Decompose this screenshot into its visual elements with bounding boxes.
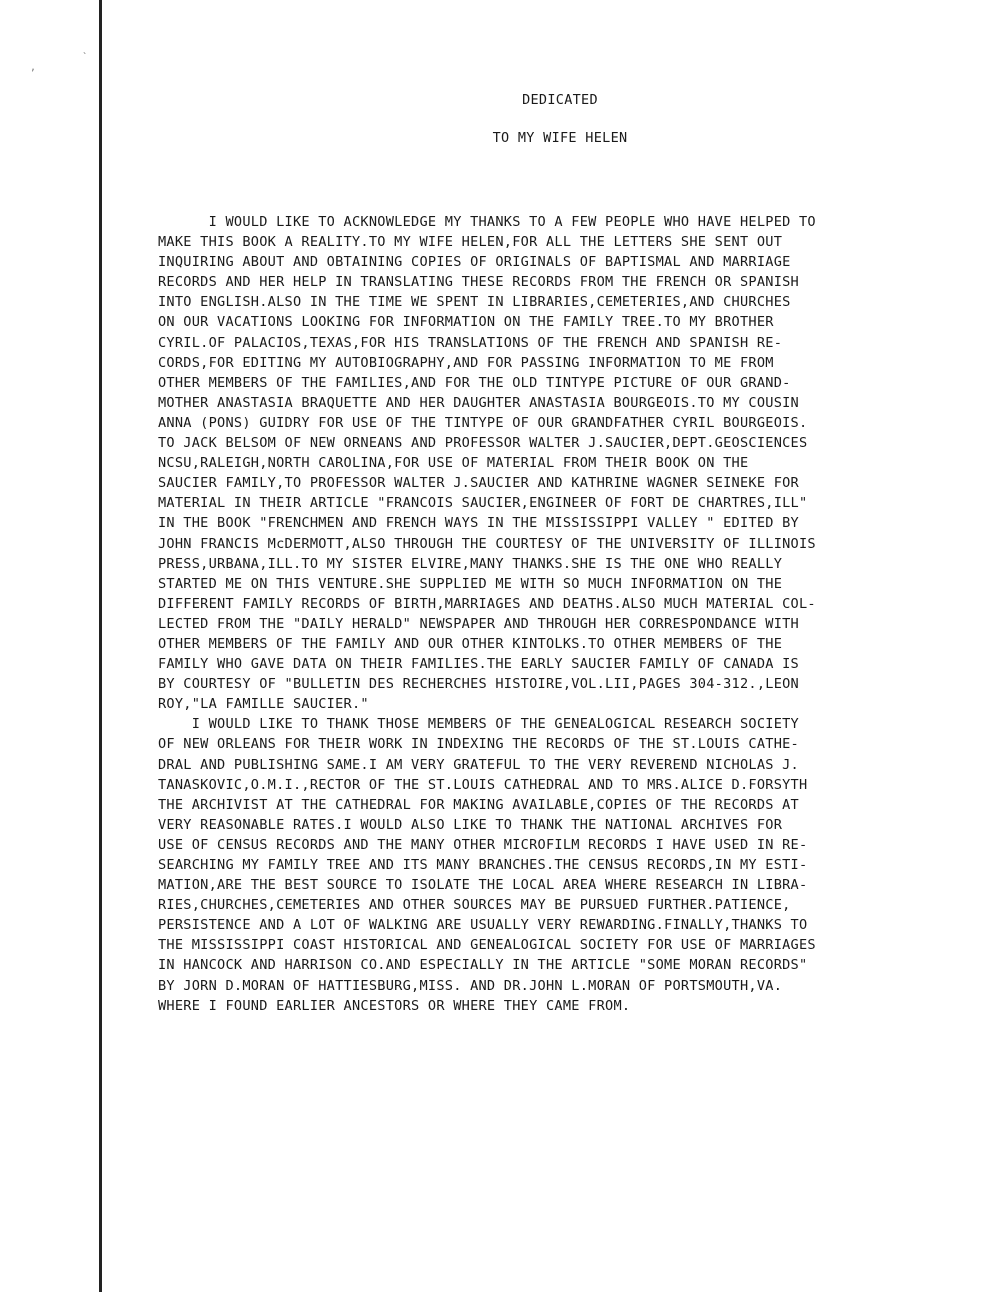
text-line: IN HANCOCK AND HARRISON CO.AND ESPECIALLY IN THE ARTICLE "SOME MORAN RECORDS" xyxy=(158,957,808,974)
text-line: THE MISSISSIPPI COAST HISTORICAL AND GENEALOGICAL SOCIETY FOR USE OF MARRIAGES xyxy=(158,937,816,954)
dedication-title: DEDICATED xyxy=(522,92,598,108)
text-line: WHERE I FOUND EARLIER ANCESTORS OR WHERE THEY CAME FROM. xyxy=(158,997,631,1014)
text-line: LECTED FROM THE "DAILY HERALD" NEWSPAPER AND THROUGH HER CORRESPONDANCE WITH xyxy=(158,615,799,632)
text-line: BY JORN D.MORAN OF HATTIESBURG,MISS. AND DR.JOHN L.MORAN OF PORTSMOUTH,VA. xyxy=(158,977,783,994)
text-line: STARTED ME ON THIS VENTURE.SHE SUPPLIED ME WITH SO MUCH INFORMATION ON THE xyxy=(158,575,783,592)
text-line: BY COURTESY OF "BULLETIN DES RECHERCHES HISTOIRE,VOL.LII,PAGES 304-312.,LEON xyxy=(158,676,799,693)
text-line: THE ARCHIVIST AT THE CATHEDRAL FOR MAKING AVAILABLE,COPIES OF THE RECORDS AT xyxy=(158,796,799,813)
text-line: DIFFERENT FAMILY RECORDS OF BIRTH,MARRIAGES AND DEATHS.ALSO MUCH MATERIAL COL- xyxy=(158,595,816,612)
text-line: FAMILY WHO GAVE DATA ON THEIR FAMILIES.THE EARLY SAUCIER FAMILY OF CANADA IS xyxy=(158,656,799,673)
acknowledgements-body xyxy=(158,212,968,1016)
text-line: OF NEW ORLEANS FOR THEIR WORK IN INDEXING THE RECORDS OF THE ST.LOUIS CATHE- xyxy=(158,736,799,753)
text-line: IN THE BOOK "FRENCHMEN AND FRENCH WAYS IN THE MISSISSIPPI VALLEY " EDITED BY xyxy=(158,515,799,532)
text-line: TO JACK BELSOM OF NEW ORNEANS AND PROFESSOR WALTER J.SAUCIER,DEPT.GEOSCIENCES xyxy=(158,435,808,452)
text-line: MOTHER ANASTASIA BRAQUETTE AND HER DAUGHTER ANASTASIA BOURGEOIS.TO MY COUSIN xyxy=(158,394,799,411)
text-line: I WOULD LIKE TO THANK THOSE MEMBERS OF THE GENEALOGICAL RESEARCH SOCIETY xyxy=(158,716,799,733)
text-line: RECORDS AND HER HELP IN TRANSLATING THESE RECORDS FROM THE FRENCH OR SPANISH xyxy=(158,274,799,291)
text-line: JOHN FRANCIS McDERMOTT,ALSO THROUGH THE COURTESY OF THE UNIVERSITY OF ILLINOIS xyxy=(158,535,816,552)
text-line: TANASKOVIC,O.M.I.,RECTOR OF THE ST.LOUIS CATHEDRAL AND TO MRS.ALICE D.FORSYTH xyxy=(158,776,808,793)
text-line: OTHER MEMBERS OF THE FAMILY AND OUR OTHER KINTOLKS.TO OTHER MEMBERS OF THE xyxy=(158,635,783,652)
text-line: ANNA (PONS) GUIDRY FOR USE OF THE TINTYPE OF OUR GRANDFATHER CYRIL BOURGEOIS. xyxy=(158,414,808,431)
text-line: SEARCHING MY FAMILY TREE AND ITS MANY BRANCHES.THE CENSUS RECORDS,IN MY ESTI- xyxy=(158,857,808,873)
text-line: MATERIAL IN THEIR ARTICLE "FRANCOIS SAUCIER,ENGINEER OF FORT DE CHARTRES,ILL" xyxy=(158,495,808,512)
text-line: ON OUR VACATIONS LOOKING FOR INFORMATION ON THE FAMILY TREE.TO MY BROTHER xyxy=(158,314,774,331)
text-line: I WOULD LIKE TO ACKNOWLEDGE MY THANKS TO A FEW PEOPLE WHO HAVE HELPED TO xyxy=(158,214,816,230)
text-line: CORDS,FOR EDITING MY AUTOBIOGRAPHY,AND FOR PASSING INFORMATION TO ME FROM xyxy=(158,354,774,371)
scan-speck: , xyxy=(30,62,37,73)
text-line: INQUIRING ABOUT AND OBTAINING COPIES OF ORIGINALS OF BAPTISMAL AND MARRIAGE xyxy=(158,254,791,271)
text-line: PERSISTENCE AND A LOT OF WALKING ARE USUALLY VERY REWARDING.FINALLY,THANKS TO xyxy=(158,917,808,934)
text-line: ROY,"LA FAMILLE SAUCIER." xyxy=(158,696,369,713)
text-line: OTHER MEMBERS OF THE FAMILIES,AND FOR THE OLD TINTYPE PICTURE OF OUR GRAND- xyxy=(158,374,791,391)
text-line: MATION,ARE THE BEST SOURCE TO ISOLATE THE LOCAL AREA WHERE RESEARCH IN LIBRA- xyxy=(158,877,808,894)
text-line: RIES,CHURCHES,CEMETERIES AND OTHER SOURCES MAY BE PURSUED FURTHER.PATIENCE, xyxy=(158,897,791,914)
text-line: DRAL AND PUBLISHING SAME.I AM VERY GRATEFUL TO THE VERY REVEREND NICHOLAS J. xyxy=(158,756,799,773)
text-line: PRESS,URBANA,ILL.TO MY SISTER ELVIRE,MANY THANKS.SHE IS THE ONE WHO REALLY xyxy=(158,555,783,572)
scan-speck: ` xyxy=(82,52,89,63)
text-line: VERY REASONABLE RATES.I WOULD ALSO LIKE TO THANK THE NATIONAL ARCHIVES FOR xyxy=(158,816,783,833)
text-line: INTO ENGLISH.ALSO IN THE TIME WE SPENT IN LIBRARIES,CEMETERIES,AND CHURCHES xyxy=(158,294,791,311)
text-line: USE OF CENSUS RECORDS AND THE MANY OTHER MICROFILM RECORDS I HAVE USED IN RE- xyxy=(158,836,808,853)
text-line: MAKE THIS BOOK A REALITY.TO MY WIFE HELEN,FOR ALL THE LETTERS SHE SENT OUT xyxy=(158,234,783,251)
dedication-subtitle: TO MY WIFE HELEN xyxy=(492,130,628,146)
text-line: NCSU,RALEIGH,NORTH CAROLINA,FOR USE OF MATERIAL FROM THEIR BOOK ON THE xyxy=(158,455,749,472)
page-margin-line xyxy=(99,0,102,1292)
text-line: SAUCIER FAMILY,TO PROFESSOR WALTER J.SAUCIER AND KATHRINE WAGNER SEINEKE FOR xyxy=(158,475,799,492)
text-line: CYRIL.OF PALACIOS,TEXAS,FOR HIS TRANSLATIONS OF THE FRENCH AND SPANISH RE- xyxy=(158,334,783,351)
